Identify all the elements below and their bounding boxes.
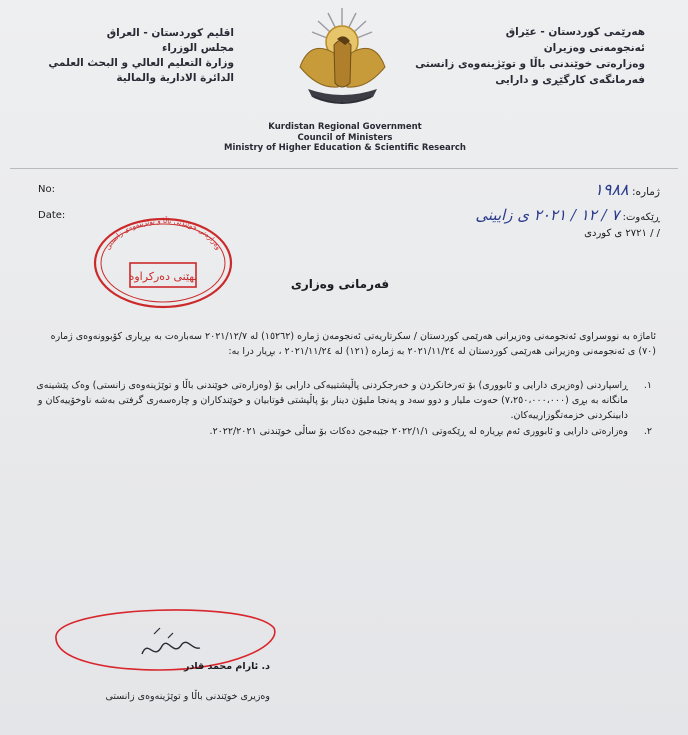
krg-eagle-emblem-icon <box>290 5 395 117</box>
item-number: ١. <box>643 380 652 391</box>
kurdish-line-region: هەرێمی کوردستان - عێراق <box>505 26 645 38</box>
english-line-council: Council of Ministers <box>297 132 393 143</box>
stamp-center-text: نهێنی دەرکراوە <box>128 270 198 283</box>
english-line-ministry: Ministry of Higher Education & Scientific Research <box>224 143 466 153</box>
list-item <box>34 424 652 439</box>
item-number: ٢. <box>643 426 652 437</box>
kurdish-date-value: ٧ / ١٢ / ٢٠٢١ ى زایینی <box>475 206 620 224</box>
date-label: Date: <box>38 210 66 221</box>
signatory-title: وەزیری خوێندنی باڵا و توێژینەوەی زانستی <box>105 691 270 702</box>
kurdish-calendar-date: / / ٢٧٢١ ى کوردی <box>584 228 660 239</box>
arabic-line-department: الدائرة الادارية والمالية <box>116 72 234 84</box>
decree-items <box>34 378 652 440</box>
kurdish-number-field <box>560 180 660 199</box>
svg-text:وەزارەتی خوێندنی باڵا و توێژین <box>104 216 223 251</box>
kurdish-line-council: ئەنجومەنی وەزیران <box>543 42 645 54</box>
kurdish-line-department: فەرمانگەی کارگێڕی و دارایی <box>495 74 645 86</box>
kurdish-line-ministry: وەزارەتی خوێندنی باڵا و توێژینەوەی زانستی <box>415 58 645 70</box>
kurdish-date-label: ڕێکەوت: <box>622 212 660 223</box>
stamp-ring-text: وەزارەتی خوێندنی باڵا و توێژینەوەی زانستی <box>103 216 223 252</box>
english-line-government: Kurdistan Regional Government <box>268 122 422 132</box>
item-text: وەزارەتی دارایی و ئابووری ئەم بڕیارە لە ڕێکەوتی ٢٠٢٢/١/١ جێبەجێ دەکات بۆ ساڵی خوێندنی ٢٠٢٢/٢٠٢١. <box>209 426 628 437</box>
signatory-name: د. ئارام محمد قادر <box>184 661 270 672</box>
arabic-letterhead <box>34 26 234 86</box>
arabic-line-council: مجلس الوزراء <box>161 42 234 54</box>
no-label: No: <box>38 184 55 195</box>
arabic-line-ministry: وزارة التعليم العالي و البحث العلمي <box>48 57 234 69</box>
kurdish-letterhead <box>415 24 645 88</box>
kurdish-number-value: ١٩٨٨ <box>594 180 629 199</box>
english-letterhead <box>190 122 500 154</box>
list-item <box>34 378 652 423</box>
item-text: ڕاسپاردنی (وەزیری دارایی و ئابووری) بۆ تەرخانکردن و خەرجکردنی پاڵپشتییەکی دارایی بۆ (وەزارەتی خوێندنی باڵا و توێژینەوەی زانستی) وەک پێشینەی مانگانە بە بڕی (٧،٢٥٠،٠٠٠،٠٠٠) حەوت ملیار و دوو سەد و پەنجا ملیۆن دینار بۆ پاڵپشتی قوتابیان و خوێندکاران و چارەسەری گرفتی بەشە ناوخۆییەکان و دابینکردنی خزمەتگوزارییەکان. <box>36 380 628 421</box>
decree-intro: ئاماژە بە نووسراوی ئەنجومەنی وەزیرانی هەرێمی کوردستان / سکرتاریەتی ئەنجومەن ژمارە (١٥٢٦٢) لە ٢٠٢١/١٢/٧ سەبارەت بە بڕیاری کۆبوونەوەی ژمارە (٧٠) ی ئەنجومەنی وەزیرانی هەرێمی کوردستان لە ٢٠٢١/١١/٢٤ بە ژمارە (١٢١) لە ٢٠٢١/١١/٢٤ ، بڕیار درا بە: <box>50 331 656 357</box>
decree-title: فەرمانی وەزاری <box>290 277 390 291</box>
confidential-stamp <box>88 213 238 313</box>
header-divider <box>10 168 678 169</box>
arabic-line-region: اقليم كوردستان - العراق <box>106 27 234 39</box>
kurdish-number-label: ژمارە: <box>631 186 660 198</box>
kurdish-date-field <box>440 206 660 224</box>
